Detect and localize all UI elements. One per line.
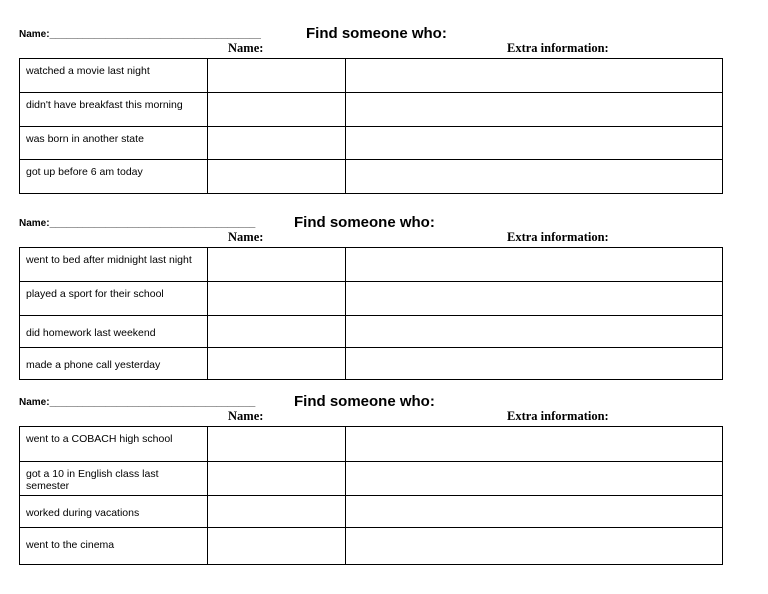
prompt-cell: got up before 6 am today [20, 160, 208, 194]
extra-info-answer-cell[interactable] [346, 427, 723, 462]
student-name-line: Name:_____________________________________ [19, 397, 256, 408]
prompt-cell: did homework last weekend [20, 316, 208, 348]
table-row [20, 93, 723, 127]
name-answer-cell[interactable] [208, 462, 346, 496]
column-header-extra-information: Extra information: [507, 409, 609, 423]
prompt-cell: made a phone call yesterday [20, 348, 208, 380]
table-row [20, 348, 723, 380]
prompt-cell: watched a movie last night [20, 59, 208, 93]
prompt-cell: got a 10 in English class last semester [20, 462, 208, 496]
section-title: Find someone who: [294, 214, 435, 231]
find-someone-table [19, 426, 723, 565]
name-answer-cell[interactable] [208, 93, 346, 127]
name-answer-cell[interactable] [208, 282, 346, 316]
table-row [20, 462, 723, 496]
name-answer-cell[interactable] [208, 528, 346, 565]
table-row [20, 528, 723, 565]
table-row [20, 160, 723, 194]
table-row [20, 316, 723, 348]
prompt-cell: was born in another state [20, 127, 208, 160]
name-answer-cell[interactable] [208, 59, 346, 93]
table-row [20, 427, 723, 462]
name-answer-cell[interactable] [208, 348, 346, 380]
table-row [20, 248, 723, 282]
name-answer-cell[interactable] [208, 427, 346, 462]
prompt-cell: went to a COBACH high school [20, 427, 208, 462]
prompt-cell: went to the cinema [20, 528, 208, 565]
extra-info-answer-cell[interactable] [346, 528, 723, 565]
column-header-extra-information: Extra information: [507, 41, 609, 55]
name-answer-cell[interactable] [208, 127, 346, 160]
section-title: Find someone who: [294, 393, 435, 410]
extra-info-answer-cell[interactable] [346, 496, 723, 528]
table-row [20, 282, 723, 316]
student-name-line: Name:______________________________________ [19, 29, 261, 40]
extra-info-answer-cell[interactable] [346, 93, 723, 127]
extra-info-answer-cell[interactable] [346, 348, 723, 380]
column-header-name: Name: [228, 409, 264, 423]
table-row [20, 127, 723, 160]
table-row [20, 496, 723, 528]
extra-info-answer-cell[interactable] [346, 59, 723, 93]
section-title: Find someone who: [306, 25, 447, 42]
find-someone-table [19, 58, 723, 194]
prompt-cell: went to bed after midnight last night [20, 248, 208, 282]
table-row [20, 59, 723, 93]
name-answer-cell[interactable] [208, 316, 346, 348]
extra-info-answer-cell[interactable] [346, 127, 723, 160]
name-answer-cell[interactable] [208, 496, 346, 528]
column-header-extra-information: Extra information: [507, 230, 609, 244]
name-answer-cell[interactable] [208, 160, 346, 194]
extra-info-answer-cell[interactable] [346, 160, 723, 194]
student-name-line: Name:_____________________________________ [19, 218, 256, 229]
column-header-name: Name: [228, 41, 264, 55]
prompt-cell: didn't have breakfast this morning [20, 93, 208, 127]
prompt-cell: played a sport for their school [20, 282, 208, 316]
prompt-cell: worked during vacations [20, 496, 208, 528]
extra-info-answer-cell[interactable] [346, 282, 723, 316]
extra-info-answer-cell[interactable] [346, 248, 723, 282]
column-header-name: Name: [228, 230, 264, 244]
extra-info-answer-cell[interactable] [346, 316, 723, 348]
name-answer-cell[interactable] [208, 248, 346, 282]
find-someone-table [19, 247, 723, 380]
extra-info-answer-cell[interactable] [346, 462, 723, 496]
